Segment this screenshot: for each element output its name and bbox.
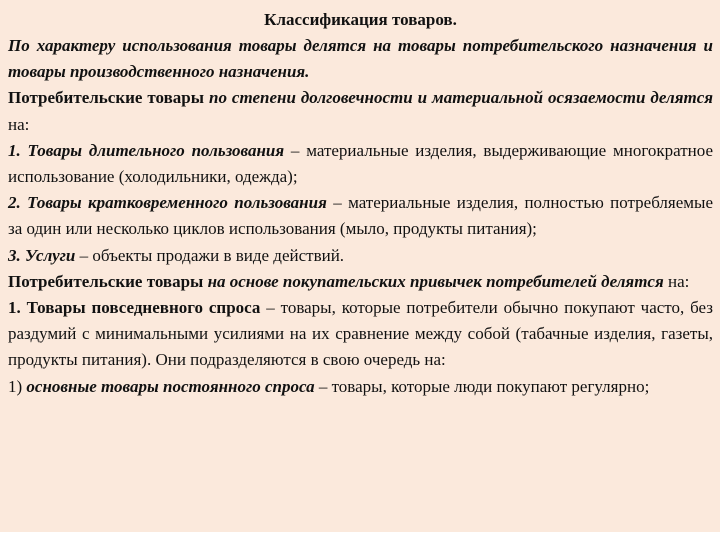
habits-item-label: 1. Товары повседневного спроса: [8, 298, 261, 318]
durability-lead: [8, 85, 713, 137]
habits-subitem-number: 1): [8, 376, 27, 396]
intro-paragraph: [8, 33, 713, 85]
durability-item-label: 1. Товары длительного пользования: [8, 140, 285, 160]
habits-subitem-1: [8, 374, 713, 400]
habits-lead: [8, 269, 713, 295]
slide-content: [8, 7, 713, 400]
durability-item-label: 3. Услуги: [8, 245, 76, 265]
durability-item-text: – материальные изделия, полностью потребляемые за один или несколько циклов использования (мыло, продукты питания);: [8, 193, 713, 239]
durability-item-1: [8, 138, 713, 190]
durability-item-label: 2. Товары кратковременного пользования: [8, 193, 327, 213]
durability-lead-tail: на:: [8, 114, 30, 134]
durability-item-text: – материальные изделия, выдерживающие многократное использование (холодильники, одежда);: [8, 140, 714, 187]
habits-lead-criterion: на основе покупательских привычек потребителей делятся: [207, 271, 664, 291]
habits-lead-bold: Потребительские товары: [8, 271, 208, 291]
durability-item-2: [8, 190, 713, 242]
habits-subitem-text: – товары, которые люди покупают регулярно;: [314, 376, 650, 396]
durability-item-3: [8, 243, 713, 269]
habits-item-text: – товары, которые потребители обычно покупают часто, без раздумий с минимальными усилиями на их сравнение между собой (табачные изделия, газеты, продукты питания). Они подразделяются в свою очередь на:: [8, 298, 713, 370]
durability-lead-bold: Потребительские товары: [8, 88, 209, 108]
habits-item-1: [8, 295, 713, 374]
durability-lead-criterion: по степени долговечности и материальной осязаемости делятся: [209, 88, 713, 108]
durability-item-text: – объекты продажи в виде действий.: [75, 245, 345, 265]
page-title: Классификация товаров.: [264, 10, 457, 29]
habits-subitem-label: основные товары постоянного спроса: [26, 376, 315, 396]
intro-text: По характеру использования товары делятся на товары потребительского назначения и товары производственного назначения.: [8, 36, 713, 82]
habits-lead-tail: на:: [663, 271, 690, 291]
